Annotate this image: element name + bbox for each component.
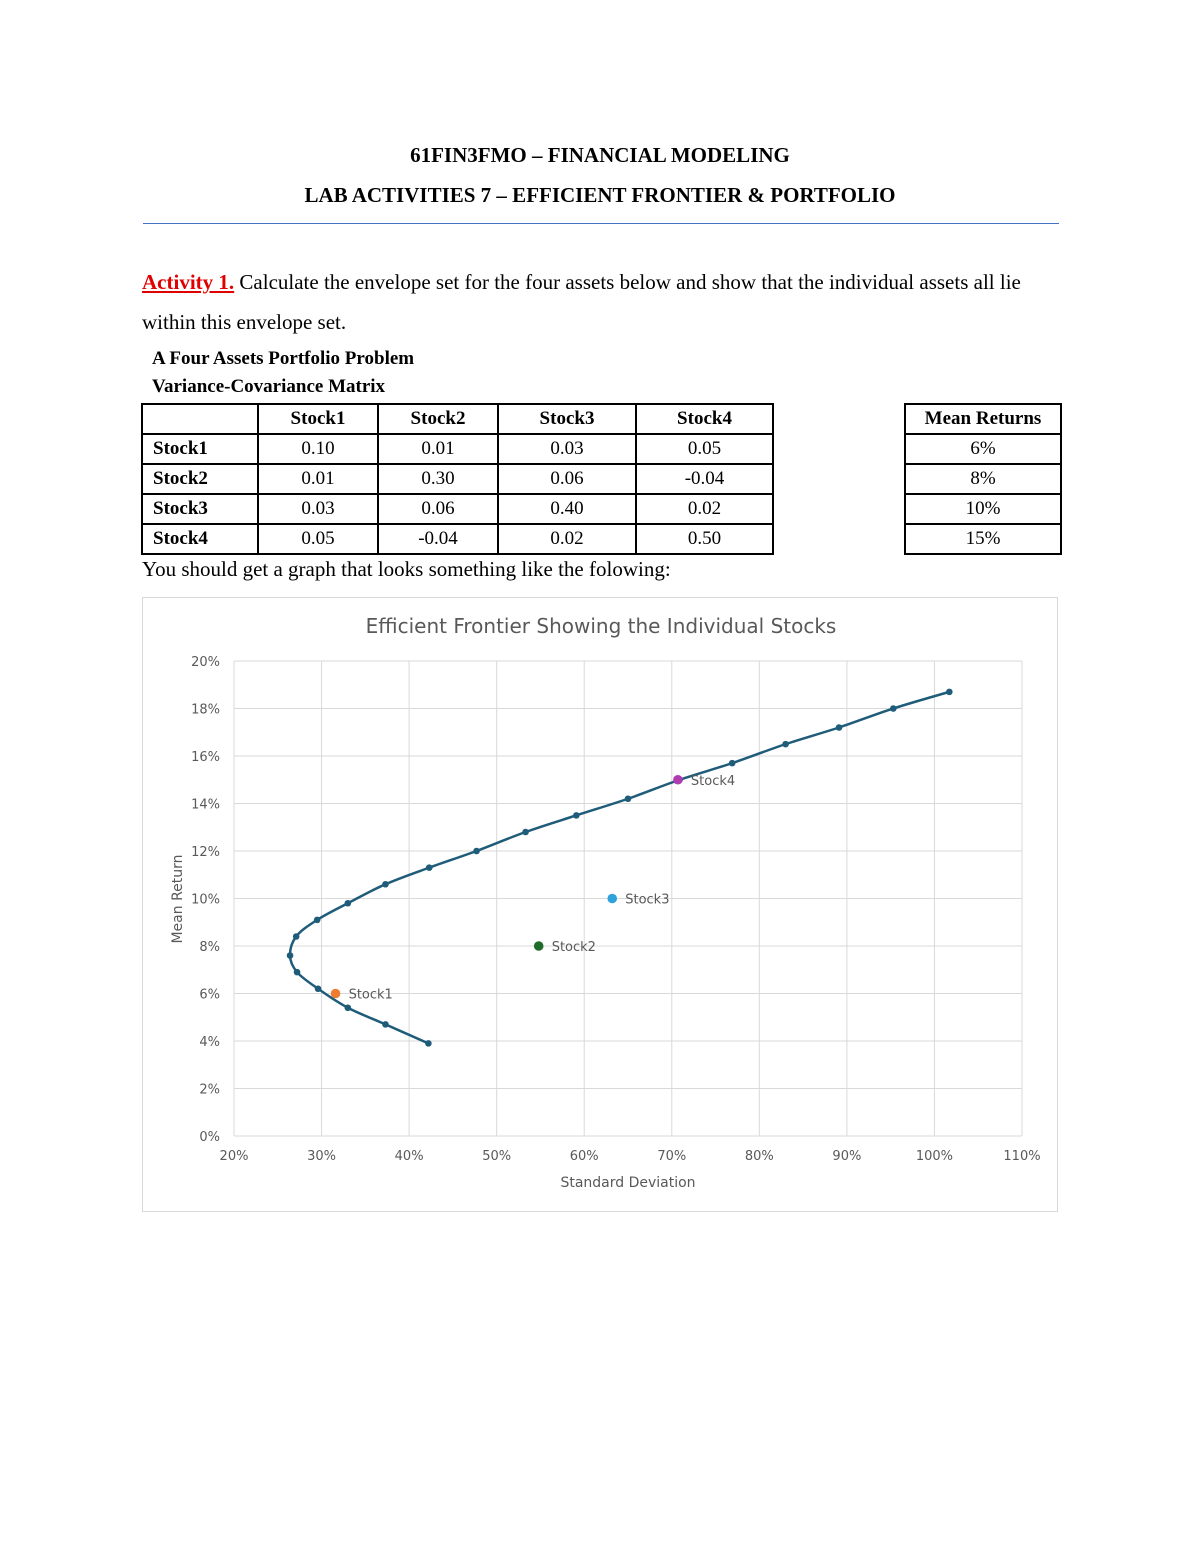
- chart-series: [287, 689, 953, 1047]
- x-tick-label: 20%: [219, 1149, 249, 1164]
- table-cell: 0.03: [258, 494, 378, 524]
- stock-label-stock4: Stock4: [690, 773, 736, 789]
- y-tick-label: 20%: [191, 655, 220, 670]
- frontier-point: [836, 724, 843, 731]
- table-cell: 0.01: [378, 434, 498, 464]
- table-header-row: [905, 404, 1061, 434]
- table-cell: 0.05: [258, 524, 378, 554]
- stock-label-stock3: Stock3: [625, 892, 670, 908]
- table-cell: 0.30: [378, 464, 498, 494]
- table-row: [905, 524, 1061, 554]
- x-tick-label: 110%: [1003, 1149, 1041, 1164]
- table-header-row: [142, 404, 773, 434]
- frontier-point: [426, 864, 433, 871]
- table-header-cell: Stock1: [258, 404, 378, 434]
- frontier-point: [315, 985, 322, 992]
- table-cell: 0.05: [636, 434, 773, 464]
- table-header-cell: Stock3: [498, 404, 636, 434]
- axis-tick-labels: [191, 655, 1040, 1164]
- table-row: [142, 464, 773, 494]
- stock-point-stock1: [331, 989, 341, 999]
- table-row: [905, 434, 1061, 464]
- activity-label: Activity 1.: [142, 270, 235, 294]
- table-header-cell: Stock2: [378, 404, 498, 434]
- x-tick-label: 90%: [832, 1149, 862, 1164]
- y-tick-label: 6%: [199, 987, 220, 1003]
- document-subtitle: LAB ACTIVITIES 7 – EFFICIENT FRONTIER & PORTFOLIO: [304, 183, 896, 207]
- frontier-point: [890, 705, 897, 712]
- table-cell: -0.04: [378, 524, 498, 554]
- frontier-point: [782, 741, 789, 748]
- frontier-point: [314, 917, 321, 924]
- frontier-point: [345, 900, 352, 907]
- frontier-point: [287, 952, 294, 959]
- x-tick-label: 80%: [744, 1149, 774, 1164]
- y-tick-label: 2%: [199, 1082, 220, 1098]
- row-header-cell: Stock2: [142, 464, 258, 494]
- stock-point-stock4: [673, 775, 683, 785]
- table-header-cell: Stock4: [636, 404, 773, 434]
- table-cell: 0.40: [498, 494, 636, 524]
- table-cell: 0.10: [258, 434, 378, 464]
- frontier-point: [382, 1021, 389, 1028]
- y-tick-label: 4%: [199, 1035, 220, 1050]
- table-cell: 0.01: [258, 464, 378, 494]
- table-row: [142, 434, 773, 464]
- frontier-point: [473, 848, 480, 855]
- table-row: [142, 494, 773, 524]
- activity-paragraph: [142, 262, 1062, 342]
- table-cell: 0.02: [636, 494, 773, 524]
- table-row: [142, 524, 773, 554]
- y-axis-label: Mean Return: [170, 854, 186, 944]
- stock-point-stock2: [534, 941, 544, 951]
- table-cell: 0.50: [636, 524, 773, 554]
- table-cell: 0.06: [498, 464, 636, 494]
- row-header-cell: Stock4: [142, 524, 258, 554]
- x-tick-label: 70%: [657, 1149, 687, 1164]
- table-cell: 8%: [905, 464, 1061, 494]
- frontier-point: [522, 829, 529, 836]
- y-tick-label: 0%: [199, 1130, 220, 1145]
- table-cell: 0.03: [498, 434, 636, 464]
- frontier-point: [729, 760, 736, 767]
- table-cell: -0.04: [636, 464, 773, 494]
- y-tick-label: 18%: [191, 702, 220, 718]
- stock-label-stock1: Stock1: [348, 987, 393, 1003]
- activity-text: Calculate the envelope set for the four assets below and show that the individual assets all lie within this envelope set.: [142, 270, 1021, 334]
- stock-point-stock3: [607, 894, 617, 904]
- x-tick-label: 30%: [307, 1149, 337, 1164]
- chart-title: Efficient Frontier Showing the Individual Stocks: [365, 614, 837, 638]
- table-cell: 10%: [905, 494, 1061, 524]
- y-tick-label: 12%: [191, 845, 220, 860]
- frontier-point: [293, 933, 300, 940]
- followup-text: You should get a graph that looks something like the folowing:: [142, 557, 671, 581]
- covariance-matrix-table: [141, 403, 774, 555]
- table-row: [905, 464, 1061, 494]
- frontier-point: [294, 969, 301, 976]
- stock-label-stock2: Stock2: [551, 940, 596, 955]
- table-cell: 6%: [905, 434, 1061, 464]
- frontier-point: [425, 1040, 432, 1047]
- x-tick-label: 40%: [394, 1149, 424, 1164]
- x-tick-label: 50%: [482, 1149, 512, 1164]
- table-row: [905, 494, 1061, 524]
- row-header-cell: Stock3: [142, 494, 258, 524]
- x-axis-label: Standard Deviation: [560, 1175, 696, 1191]
- frontier-point: [345, 1004, 352, 1011]
- x-tick-label: 100%: [915, 1149, 954, 1164]
- document-title: 61FIN3FMO – FINANCIAL MODELING: [410, 143, 790, 167]
- problem-title: A Four Assets Portfolio Problem: [152, 348, 415, 369]
- x-tick-label: 60%: [569, 1149, 599, 1164]
- matrix-title: Variance-Covariance Matrix: [152, 376, 386, 397]
- y-tick-label: 10%: [191, 892, 220, 908]
- y-tick-label: 8%: [199, 940, 220, 955]
- table-cell: 0.02: [498, 524, 636, 554]
- table-header-cell: Mean Returns: [905, 404, 1061, 434]
- frontier-point: [382, 881, 389, 888]
- frontier-point: [573, 812, 580, 819]
- row-header-cell: Stock1: [142, 434, 258, 464]
- table-cell: 0.06: [378, 494, 498, 524]
- efficient-frontier-chart: [143, 598, 1059, 1213]
- chart-container: [142, 597, 1058, 1212]
- mean-returns-table: [904, 403, 1062, 555]
- table-cell: 15%: [905, 524, 1061, 554]
- y-tick-label: 16%: [191, 750, 220, 765]
- y-tick-label: 14%: [191, 797, 220, 813]
- frontier-point: [946, 689, 953, 696]
- table-header-cell: [142, 404, 258, 434]
- header-divider: [143, 223, 1059, 224]
- frontier-point: [625, 795, 632, 802]
